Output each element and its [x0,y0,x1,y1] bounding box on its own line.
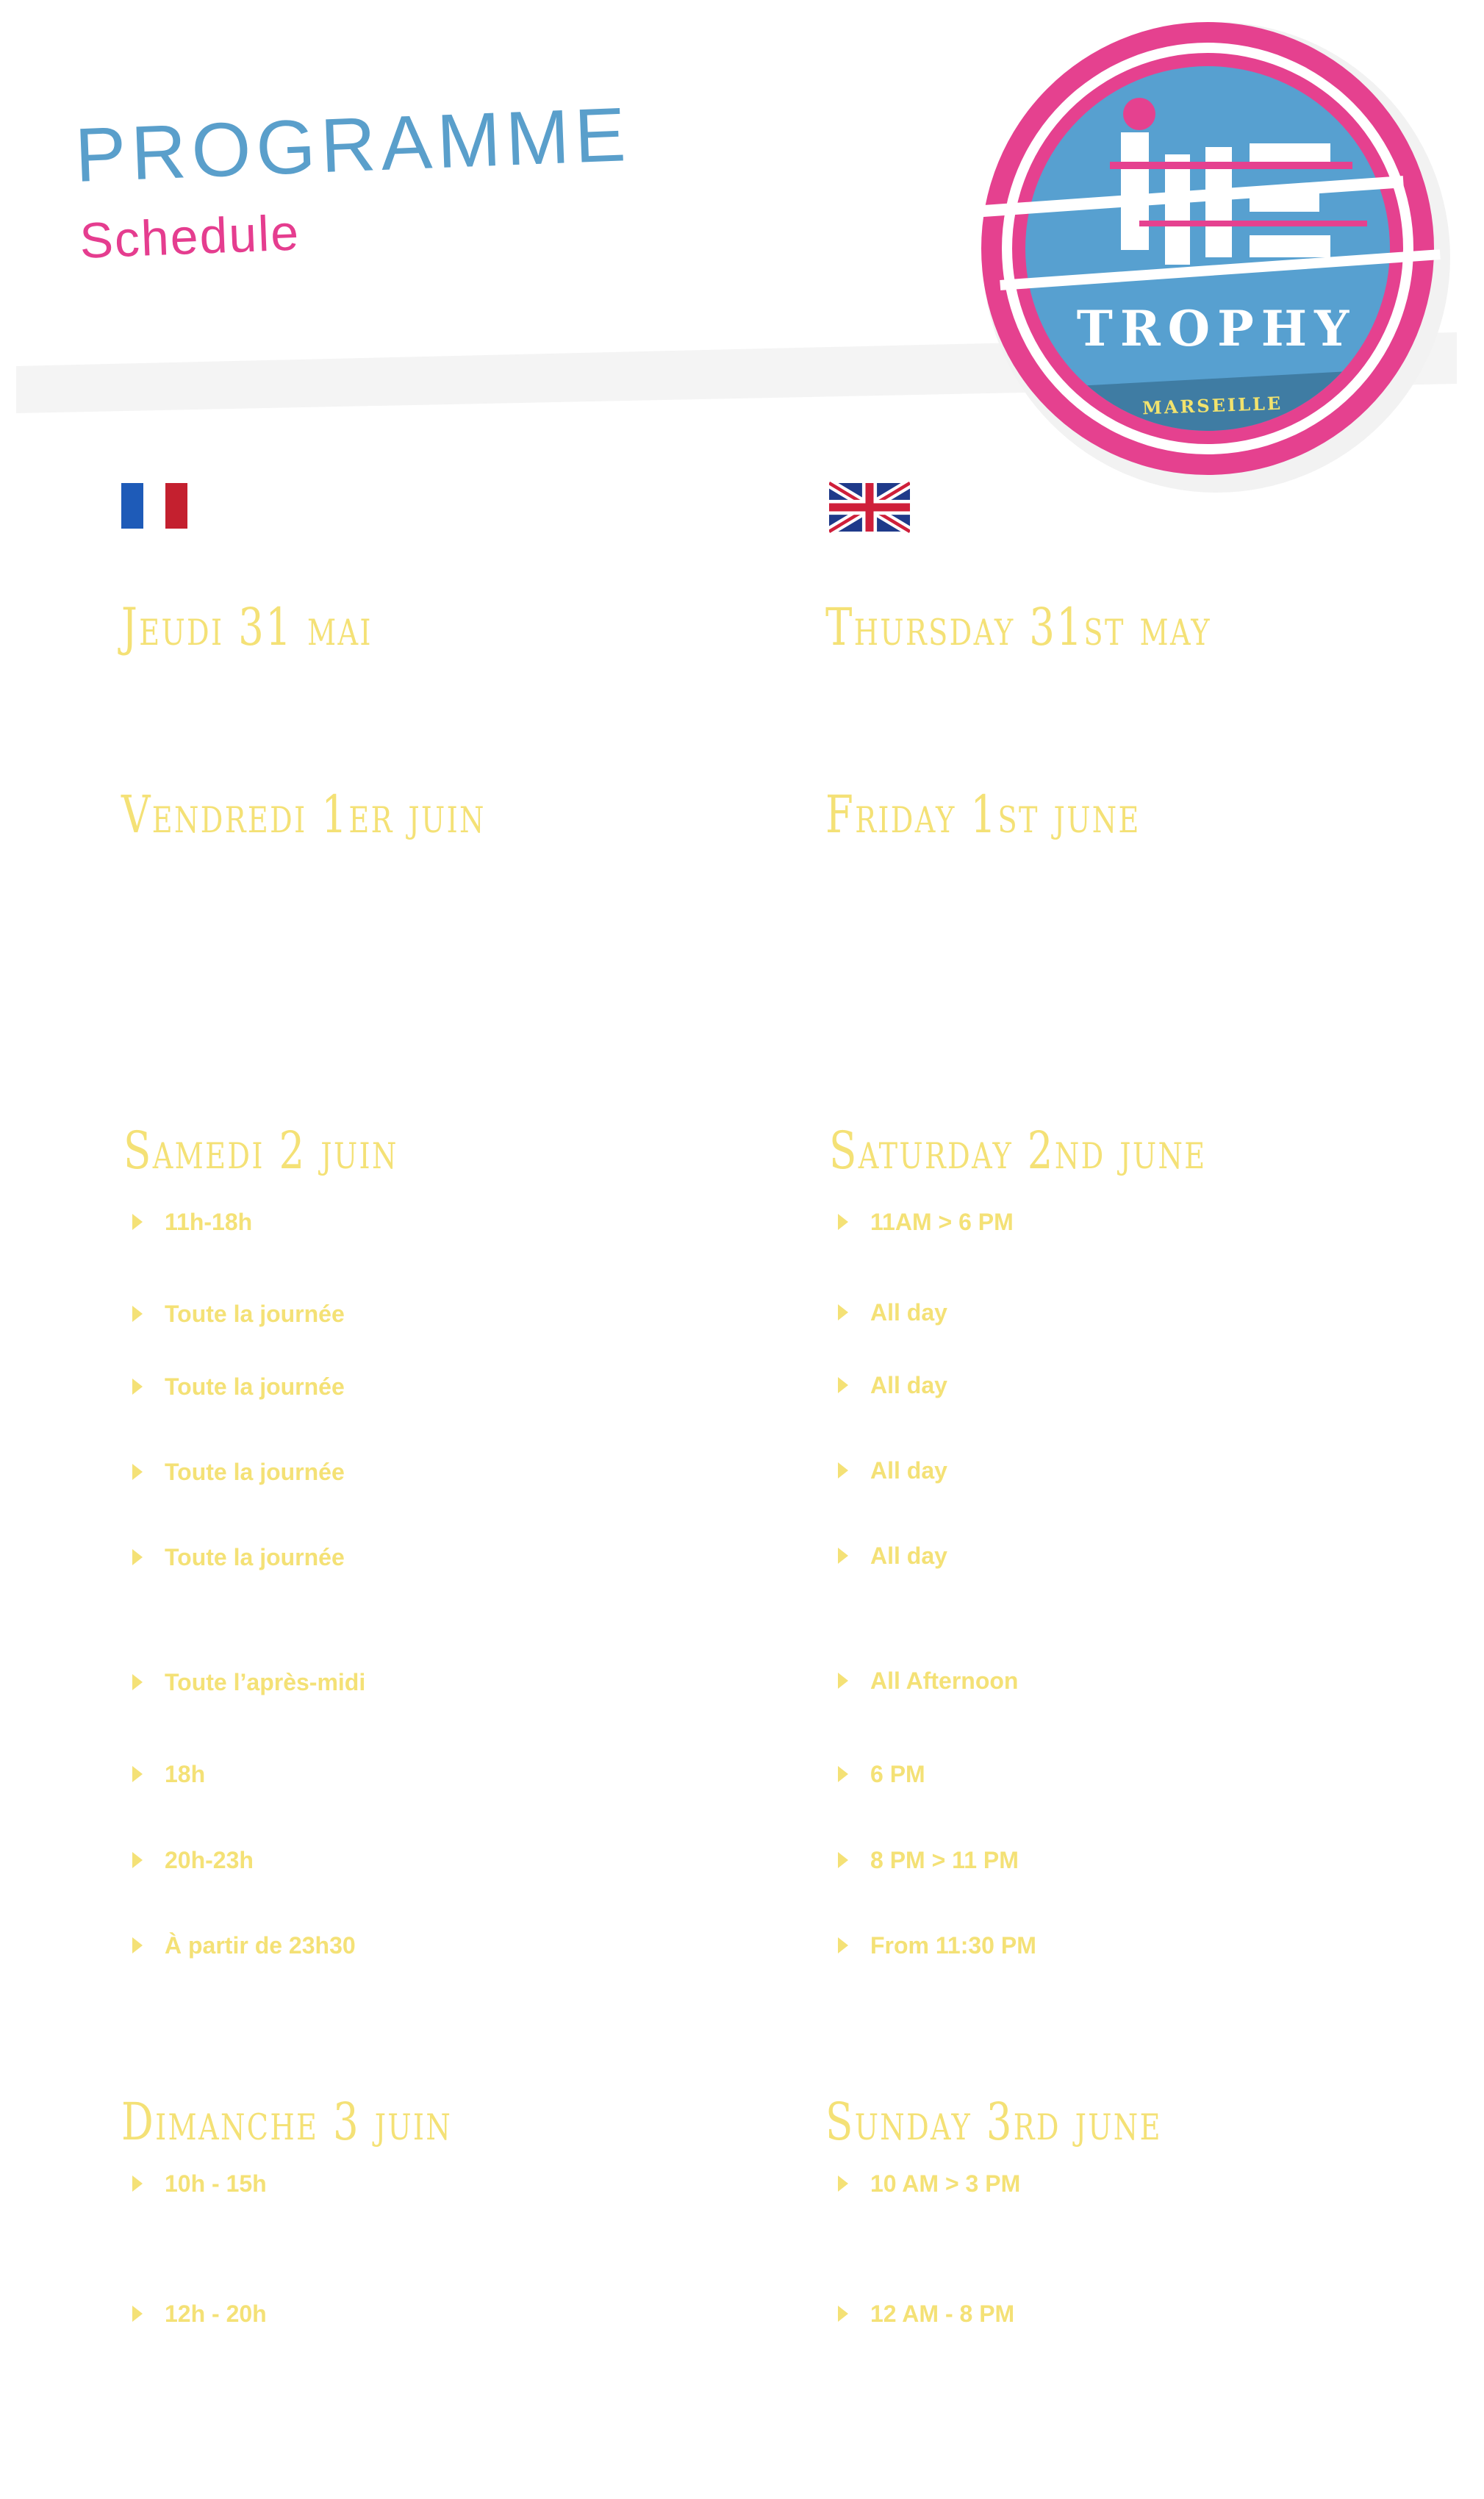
day-heading-saturday: Samedi 2 juin [123,1120,398,1181]
logo-glyph-2 [1165,154,1190,265]
day-heading-saturday: Saturday 2nd june [829,1120,1207,1181]
logo-trophy-text: TROPHY [1076,300,1357,357]
uk-flag-icon [829,482,910,533]
day-heading-thursday: Thursday 31st may [825,597,1211,657]
schedule-entry [838,1370,947,1400]
logo-glyph-1 [1121,132,1149,250]
schedule-entry [838,1298,947,1327]
day-heading-sunday: Sunday 3rd june [825,2092,1162,2152]
schedule-entry [838,1931,1036,1960]
logo-city-text: MARSEILLE [1141,392,1283,419]
day-heading-friday: Friday 1st june [825,784,1141,845]
logo-pink-stripe-2 [1139,221,1367,226]
entry-time: 6 PM [870,1761,925,1787]
schedule-entry [838,2299,1014,2328]
entry-time: Toute la journée [165,1459,345,1485]
entry-time: À partir de 23h30 [165,1932,356,1959]
logo-pink-stripe-1 [1110,162,1352,169]
triangle-right-icon [838,1548,848,1564]
entry-time: 18h [165,1761,206,1787]
logo-glyph-6 [1250,235,1330,257]
entry-time: All Afternoon [870,1667,1019,1694]
entry-time: Toute la journée [165,1544,345,1570]
triangle-right-icon [838,1852,848,1868]
day-heading-sunday: Dimanche 3 juin [121,2092,453,2152]
schedule-entry [838,1456,947,1485]
day-heading-friday: Vendredi 1er juin [121,784,486,845]
schedule-entry [838,2169,1020,2198]
entry-time: All day [870,1542,947,1569]
triangle-right-icon [838,1766,848,1782]
triangle-right-icon [838,2306,848,2322]
entry-time: 8 PM > 11 PM [870,1847,1019,1873]
entry-time: All day [870,1457,947,1484]
page-subtitle: Schedule [79,204,301,269]
triangle-right-icon [838,2176,848,2192]
triangle-right-icon [838,1462,848,1479]
entry-time: 20h-23h [165,1847,254,1873]
entry-time: 12 AM - 8 PM [870,2300,1015,2327]
logo-glyph-5 [1250,191,1319,212]
schedule-entry [838,1666,1018,1695]
entry-time: 11AM > 6 PM [870,1209,1014,1235]
entry-time: 11h-18h [165,1209,253,1235]
triangle-right-icon [838,1377,848,1393]
entry-time: Toute la journée [165,1301,345,1327]
triangle-right-icon [838,1304,848,1320]
entry-time: Toute l’après-midi [165,1669,366,1695]
triangle-right-icon [838,1214,848,1230]
schedule-entry [838,1759,925,1789]
entry-time: 10 AM > 3 PM [870,2170,1021,2197]
logo-dot [1123,98,1155,130]
entry-time: All day [870,1299,947,1326]
entry-time: Toute la journée [165,1373,345,1400]
triangle-right-icon [838,1673,848,1689]
day-heading-thursday: Jeudi 31 mai [121,597,373,657]
entry-time: From 11:30 PM [870,1932,1036,1959]
triangle-right-icon [838,1937,848,1953]
entry-time: All day [870,1372,947,1398]
schedule-entry [838,1845,1019,1875]
page-title: PROGRAMME [73,92,633,199]
event-logo [963,22,1455,522]
schedule-entry [838,1541,947,1570]
entry-time: 12h - 20h [165,2300,267,2327]
schedule-entry [838,1207,1014,1237]
entry-time: 10h - 15h [165,2170,267,2197]
